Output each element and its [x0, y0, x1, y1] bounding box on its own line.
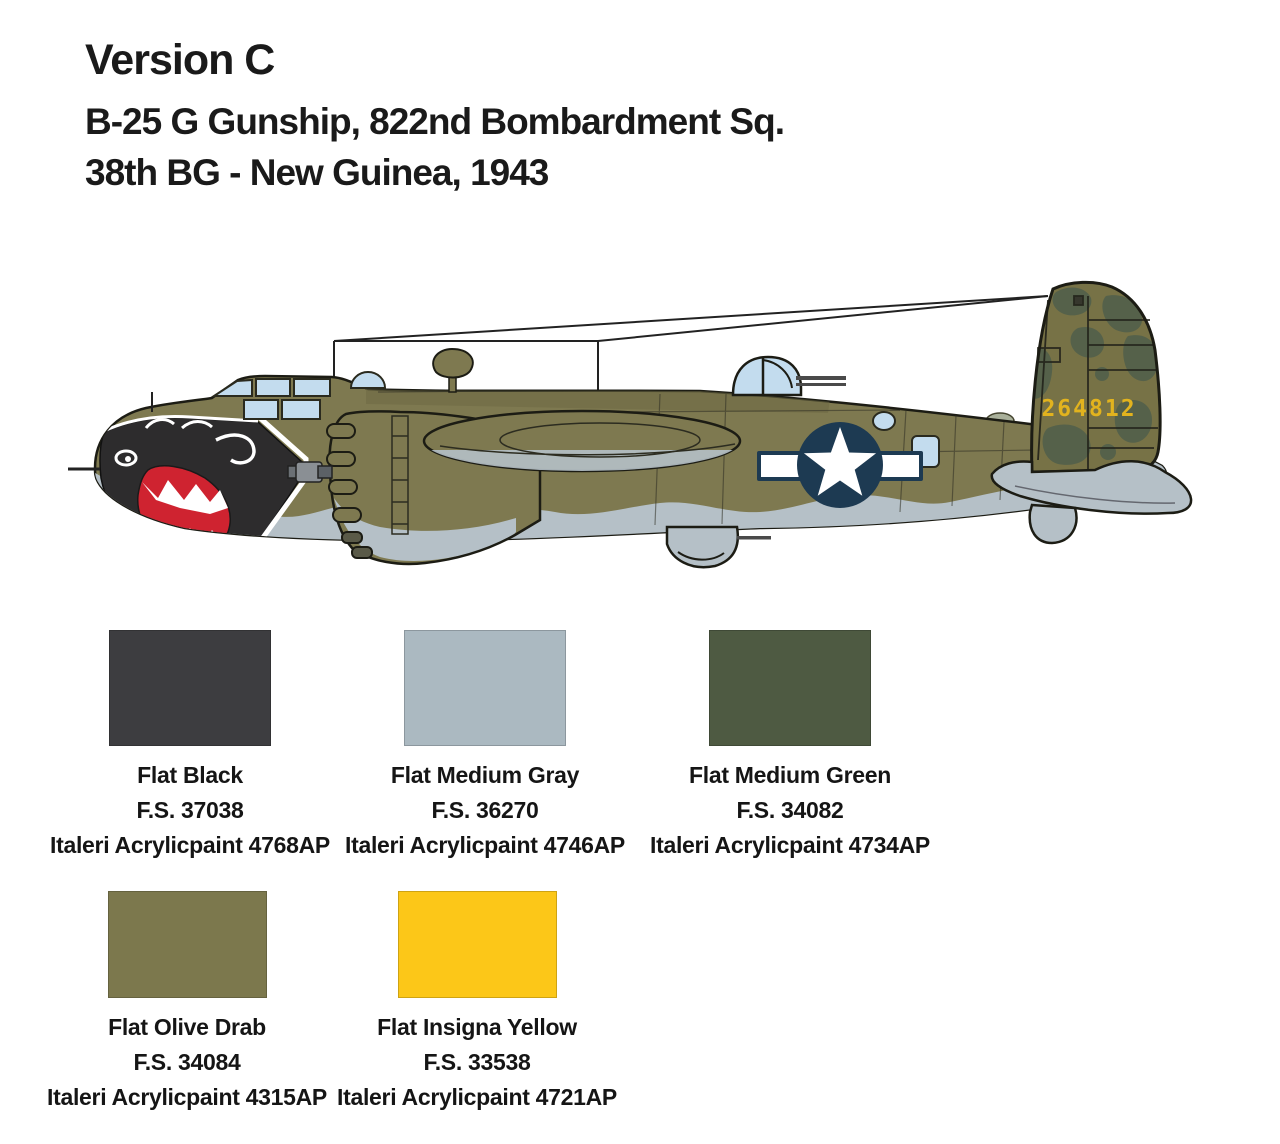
dorsal-turret — [733, 357, 846, 395]
astrodome-window — [351, 372, 385, 388]
paint-product-code: Italeri Acrylicpaint 4746AP — [345, 832, 625, 858]
paint-swatch-flat-black — [30, 630, 350, 863]
color-chip — [709, 630, 871, 746]
paint-name: Flat Olive Drab — [108, 1014, 266, 1040]
color-chip — [398, 891, 557, 998]
paint-product-code: Italeri Acrylicpaint 4721AP — [337, 1084, 617, 1110]
antenna-wires — [334, 296, 1048, 392]
paint-product-code: Italeri Acrylicpaint 4315AP — [47, 1084, 327, 1110]
paint-swatch-flat-medium-green — [630, 630, 950, 863]
paint-swatch-flat-olive-drab — [27, 891, 347, 1115]
paint-fs-code: F.S. 36270 — [431, 797, 539, 823]
tail-number: 264812 — [1041, 396, 1137, 422]
paint-fs-code: F.S. 34084 — [133, 1049, 241, 1075]
subtitle-line1: B-25 G Gunship, 822nd Bombardment Sq. — [85, 101, 784, 143]
tail-fin — [1030, 258, 1164, 472]
paint-name: Flat Black — [137, 762, 243, 788]
paint-product-code: Italeri Acrylicpaint 4734AP — [650, 832, 930, 858]
paint-fs-code: F.S. 37038 — [136, 797, 244, 823]
ventral-turret — [667, 527, 771, 567]
color-chip — [109, 630, 271, 746]
paint-name: Flat Medium Gray — [390, 762, 580, 788]
antenna-mast — [433, 349, 473, 392]
ventral-gun-barrel — [737, 536, 771, 540]
paint-fs-code: F.S. 33538 — [423, 1049, 531, 1075]
version-title: Version C — [85, 36, 275, 84]
paint-swatch-flat-insigna-yellow — [317, 891, 637, 1115]
paint-swatch-flat-medium-gray — [325, 630, 645, 863]
color-chip — [404, 630, 566, 746]
paint-product-code: Italeri Acrylicpaint 4768AP — [50, 832, 330, 858]
color-chip — [108, 891, 267, 998]
tail-bumper — [1030, 505, 1077, 543]
paint-name: Flat Medium Green — [689, 762, 891, 788]
subtitle-line2: 38th BG - New Guinea, 1943 — [85, 152, 549, 194]
turret-gun-barrels — [796, 376, 846, 380]
waist-blister-window — [873, 412, 895, 430]
paint-fs-code: F.S. 34082 — [736, 797, 844, 823]
paint-name: Flat Insigna Yellow — [377, 1014, 577, 1040]
